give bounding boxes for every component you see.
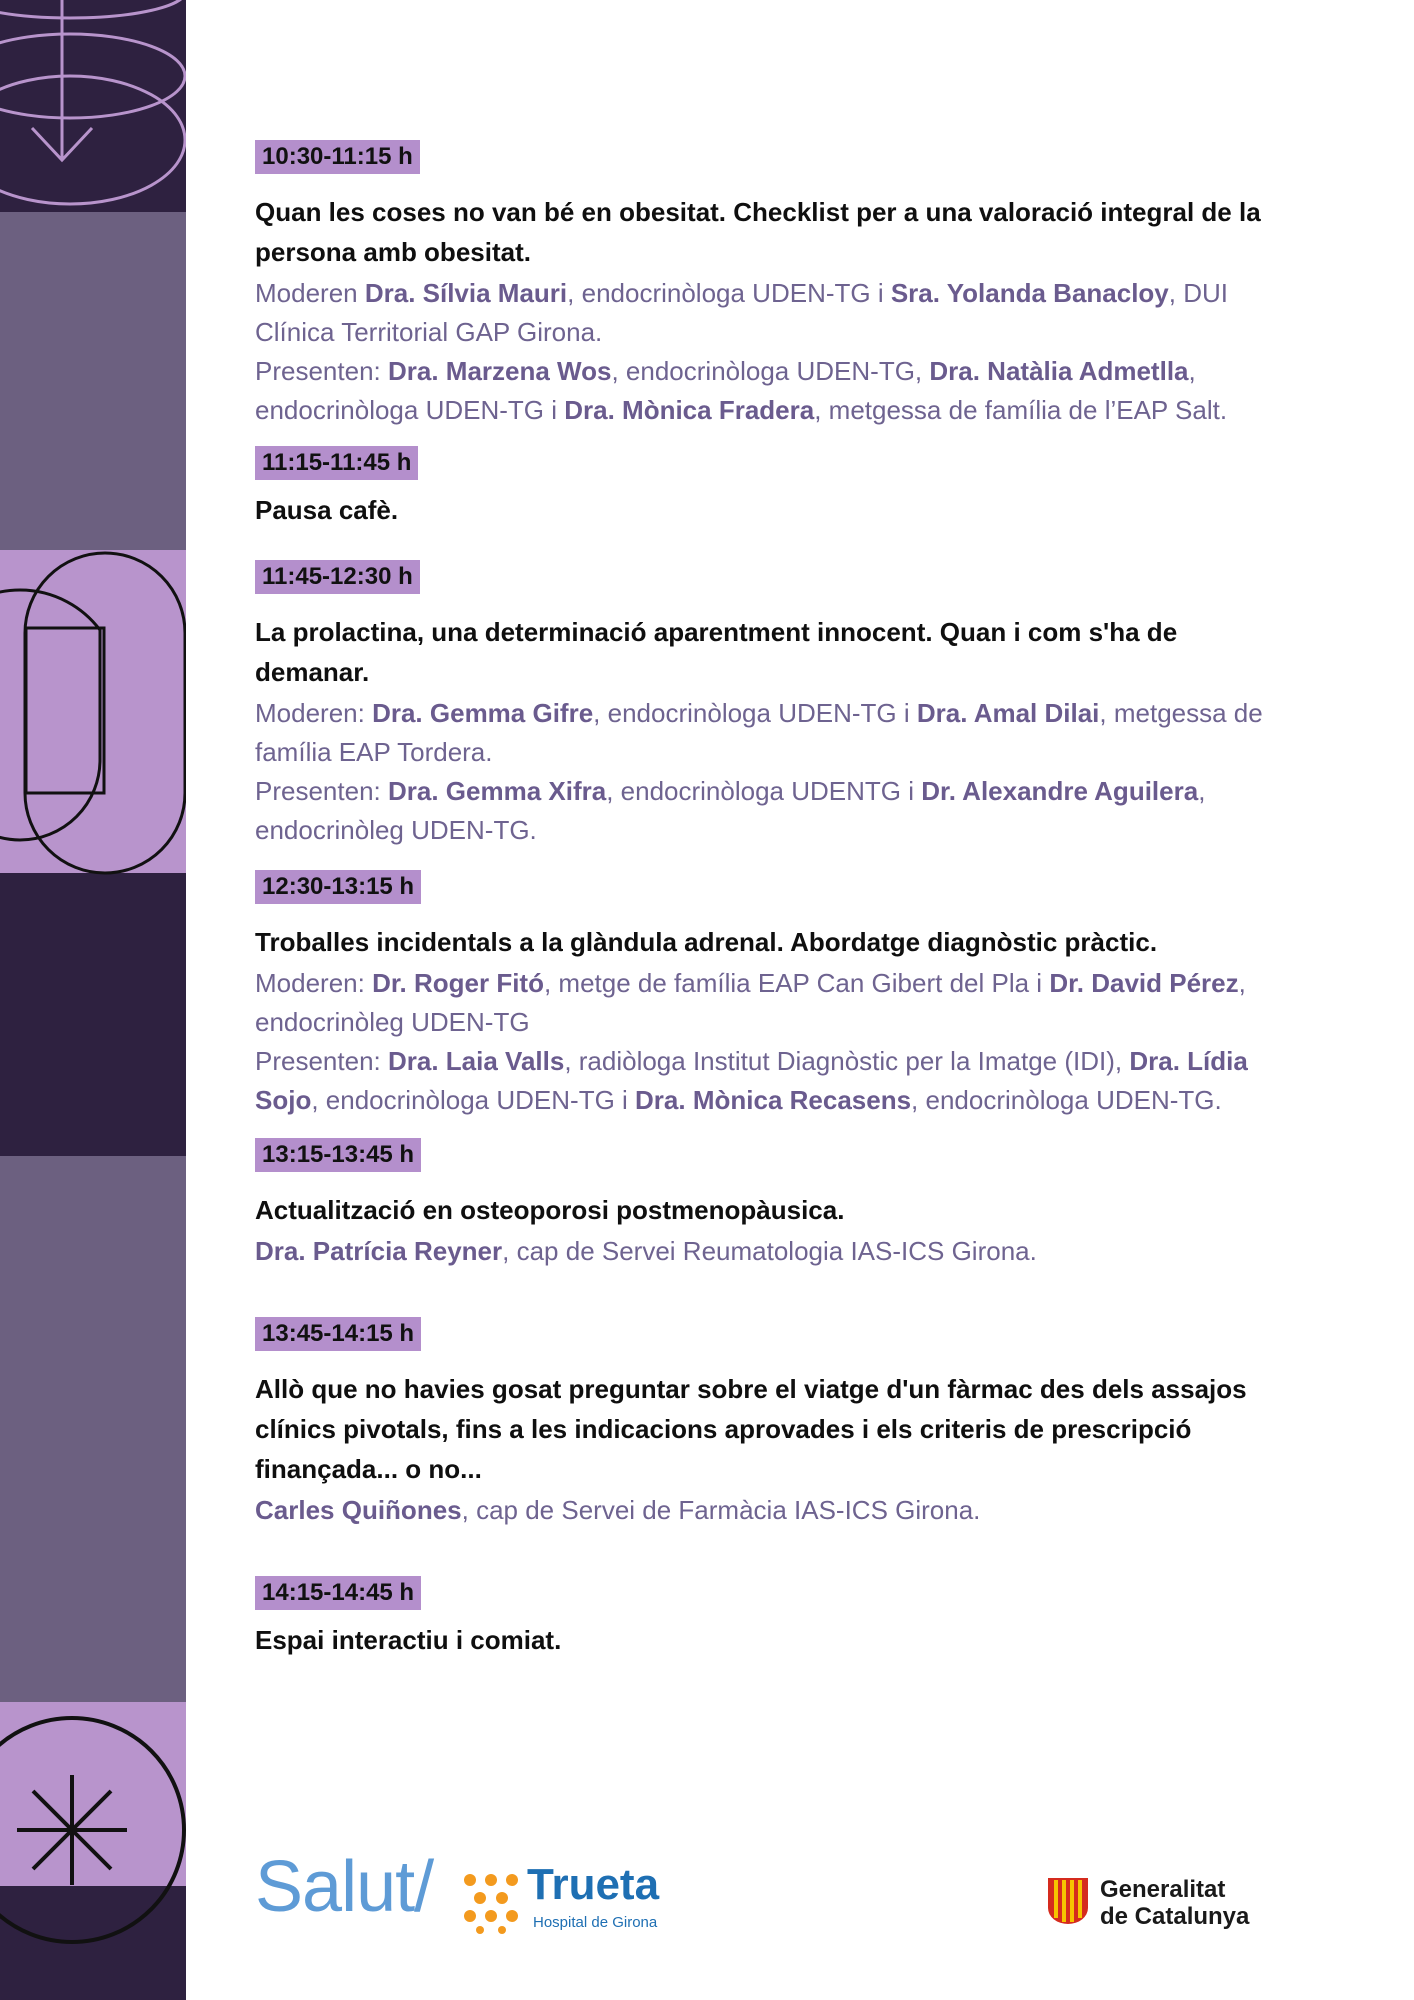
participant-text: , metgessa de família EAP Tordera. (255, 698, 1263, 767)
speaker-name: Dr. David Pérez (1049, 968, 1239, 998)
speaker-name: Dra. Sílvia Mauri (364, 278, 568, 308)
participant-text: Presenten: (255, 776, 388, 806)
participant-text: , cap de Servei de Farmàcia IAS-ICS Girona. (461, 1495, 981, 1525)
session-title: Quan les coses no van bé en obesitat. Checklist per a una valoració integral de la persona amb obesitat. (255, 197, 1261, 267)
generalitat-logo-text (1100, 1876, 1249, 1930)
decorative-sidebar (0, 0, 186, 2000)
speaker-name: Dra. Mònica Fradera (564, 395, 815, 425)
session-title: La prolactina, una determinació aparentment innocent. Quan i com s'ha de demanar. (255, 617, 1178, 687)
speaker-name: Dr. Roger Fitó (372, 968, 544, 998)
generalitat-line-2: de Catalunya (1100, 1903, 1250, 1930)
session-title: Espai interactiu i comiat. (255, 1625, 562, 1655)
participant-text: , endocrinòloga UDENTG i (606, 776, 922, 806)
speaker-name: Sra. Yolanda Banacloy (890, 278, 1169, 308)
participant-text: Presenten: (255, 1046, 388, 1076)
schedule-block (255, 1317, 1295, 1530)
session-participants (255, 1491, 1295, 1530)
schedule-block (255, 446, 1295, 530)
time-badge: 13:45-14:15 h (255, 1317, 421, 1351)
speaker-name: Dra. Amal Dilai (916, 698, 1100, 728)
time-badge: 11:15-11:45 h (255, 446, 418, 480)
participant-text: Presenten: (255, 356, 388, 386)
participant-text: , metgessa de família de l’EAP Salt. (814, 395, 1228, 425)
speaker-name: Dra. Marzena Wos (387, 356, 612, 386)
participant-text: Moderen: (255, 698, 373, 728)
session-participants (255, 964, 1295, 1042)
schedule-block (255, 1138, 1295, 1271)
session-title: Pausa cafè. (255, 495, 399, 525)
speaker-name: Dra. Lídia Sojo (255, 1046, 1248, 1115)
trueta-logo-subtitle: Hospital de Girona (533, 1914, 658, 1931)
trueta-logo-name: Trueta (527, 1860, 660, 1909)
speaker-name: Dra. Gemma Xifra (387, 776, 607, 806)
session-participants (255, 1232, 1295, 1271)
speaker-name: Dra. Natàlia Admetlla (929, 356, 1189, 386)
trueta-hospital-icon (460, 1872, 522, 1934)
participant-text: , metge de família EAP Can Gibert del Pla i (543, 968, 1050, 998)
participant-text: , endocrinòloga UDEN-TG. (911, 1085, 1222, 1115)
session-participants (255, 1042, 1295, 1120)
schedule-block (255, 560, 1295, 850)
time-badge: 12:30-13:15 h (255, 870, 421, 904)
participant-text: , endocrinòloga UDEN-TG, (611, 356, 930, 386)
time-badge: 11:45-12:30 h (255, 560, 420, 594)
speaker-name: Dra. Laia Valls (387, 1046, 565, 1076)
program-schedule (255, 140, 1295, 1662)
session-participants (255, 352, 1295, 430)
session-title: Troballes incidentals a la glàndula adrenal. Abordatge diagnòstic pràctic. (255, 927, 1158, 957)
participant-text: , cap de Servei Reumatologia IAS-ICS Girona. (502, 1236, 1037, 1266)
time-badge: 13:15-13:45 h (255, 1138, 421, 1172)
speaker-name: Carles Quiñones (255, 1495, 462, 1525)
session-title: Allò que no havies gosat preguntar sobre el viatge d'un fàrmac des dels assajos clínics pivotals, fins a les indicacions aprovades i els criteris de prescripció finançada... o no... (255, 1374, 1247, 1484)
session-participants (255, 772, 1295, 850)
speaker-name: Dra. Gemma Gifre (372, 698, 594, 728)
participant-text: , endocrinòloga UDEN-TG i (255, 356, 1196, 425)
participant-text: , endocrinòloga UDEN-TG i (567, 278, 891, 308)
time-badge: 14:15-14:45 h (255, 1576, 421, 1610)
speaker-name: Dra. Patrícia Reyner (255, 1236, 503, 1266)
session-participants (255, 694, 1295, 772)
session-participants (255, 274, 1295, 352)
participant-text: , endocrinòleg UDEN-TG (255, 968, 1246, 1037)
participant-text: , endocrinòloga UDEN-TG i (311, 1085, 636, 1115)
participant-text: Moderen (255, 278, 365, 308)
schedule-block (255, 140, 1295, 430)
salut-logo: Salut/ (255, 1847, 434, 1927)
participant-text: , endocrinòloga UDEN-TG i (593, 698, 917, 728)
participant-text: Moderen: (255, 968, 373, 998)
participant-text: , endocrinòleg UDEN-TG. (255, 776, 1206, 845)
time-badge: 10:30-11:15 h (255, 140, 420, 174)
session-title: Actualització en osteoporosi postmenopàusica. (255, 1195, 845, 1225)
schedule-block (255, 870, 1295, 1120)
generalitat-line-1: Generalitat (1100, 1876, 1226, 1903)
participant-text: , DUI Clínica Territorial GAP Girona. (255, 278, 1229, 347)
generalitat-emblem-icon (1046, 1876, 1090, 1926)
speaker-name: Dr. Alexandre Aguilera (921, 776, 1199, 806)
schedule-block (255, 1576, 1295, 1660)
sidebar-pattern-graphic (0, 0, 186, 2000)
speaker-name: Dra. Mònica Recasens (635, 1085, 912, 1115)
footer-logos (0, 1830, 1414, 1940)
participant-text: , radiòloga Institut Diagnòstic per la Imatge (IDI), (564, 1046, 1130, 1076)
